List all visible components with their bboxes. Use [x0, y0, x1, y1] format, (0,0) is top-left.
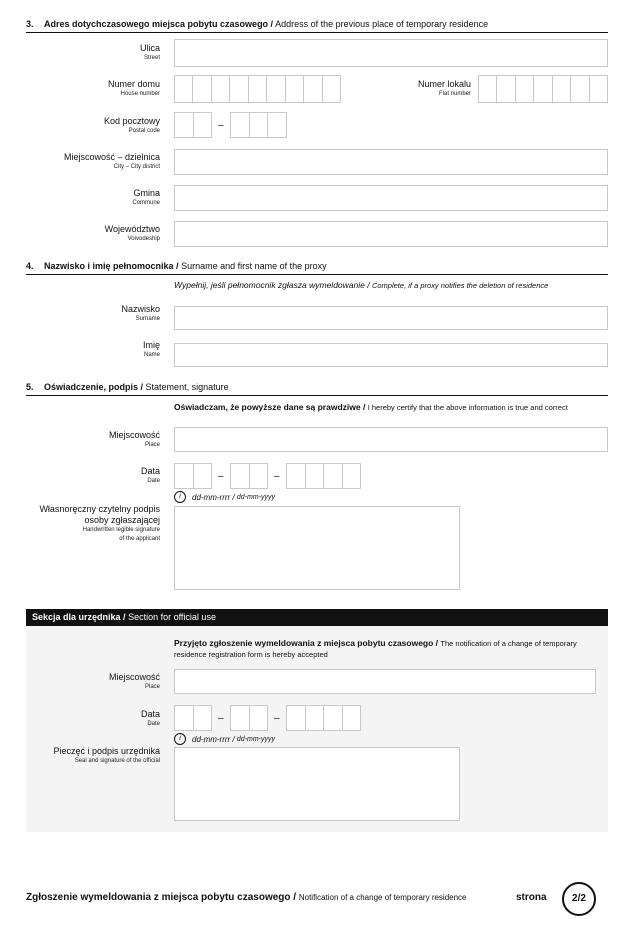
postal-code-label: Kod pocztowy Postal code	[103, 116, 160, 134]
postal-code-part2[interactable]	[230, 112, 287, 138]
signature-field[interactable]	[174, 506, 460, 590]
official-date-dash-2: –	[274, 713, 280, 724]
date-dash-1: –	[218, 471, 224, 482]
official-date-label: Data Date	[140, 709, 160, 727]
commune-field[interactable]	[174, 185, 608, 211]
commune-label: Gmina Commune	[132, 188, 160, 206]
official-date-dash-1: –	[218, 713, 224, 724]
postal-code-part1[interactable]	[174, 112, 212, 138]
official-section-header: Sekcja dla urzędnika / Section for official use	[26, 609, 608, 626]
date-year-field[interactable]	[286, 463, 361, 489]
postal-code-dash: –	[218, 120, 224, 131]
page-label: strona	[516, 892, 547, 903]
flat-number-label: Numer lokalu Flat number	[417, 79, 471, 97]
accepted-text: Przyjęto zgłoszenie wymeldowania z miejsca pobytu czasowego / The notification of a change of temporary residence registration form is hereby accepted	[174, 638, 577, 659]
street-field[interactable]	[174, 39, 608, 67]
house-number-label: Numer domu House number	[107, 79, 160, 97]
city-field[interactable]	[174, 149, 608, 175]
date-day-field[interactable]	[174, 463, 212, 489]
place-field[interactable]	[174, 427, 608, 452]
flat-number-field[interactable]	[478, 75, 608, 103]
official-date-day-field[interactable]	[174, 705, 212, 731]
seal-field[interactable]	[174, 747, 460, 821]
name-label: Imię Name	[142, 340, 160, 358]
statement-text: Oświadczam, że powyższe dane są prawdziwe / I hereby certify that the above information is true and correct	[174, 402, 568, 412]
footer-title: Zgłoszenie wymeldowania z miejsca pobytu czasowego / Notification of a change of temporary residence	[26, 892, 467, 903]
seal-label: Pieczęć i podpis urzędnika Seal and signature of the official	[53, 746, 160, 764]
voivodeship-field[interactable]	[174, 221, 608, 247]
date-label: Data Date	[140, 466, 160, 484]
official-place-field[interactable]	[174, 669, 596, 694]
street-label: Ulica Street	[139, 43, 160, 61]
date-dash-2: –	[274, 471, 280, 482]
section-5-header: 5. Oświadczenie, podpis / Statement, signature	[26, 381, 608, 396]
signature-label: Własnoręczny czytelny podpis osoby zgłaszającej Handwritten legible signature of the applicant	[39, 504, 160, 542]
section-3-header: 3. Adres dotychczasowego miejsca pobytu czasowego / Address of the previous place of temporary residence	[26, 18, 608, 33]
proxy-name-field[interactable]	[174, 343, 608, 367]
proxy-note: Wypełnij, jeśli pełnomocnik zgłasza wymeldowanie / Complete, if a proxy notifies the deletion of residence	[174, 280, 549, 290]
info-icon: i	[174, 491, 186, 503]
date-month-field[interactable]	[230, 463, 268, 489]
official-date-month-field[interactable]	[230, 705, 268, 731]
surname-label: Nazwisko Surname	[121, 304, 160, 322]
city-label: Miejscowość – dzielnica City – City district	[63, 152, 160, 170]
section-4-header: 4. Nazwisko i imię pełnomocnika / Surname and first name of the proxy	[26, 260, 608, 275]
house-number-field[interactable]	[174, 75, 341, 103]
proxy-surname-field[interactable]	[174, 306, 608, 330]
official-place-label: Miejscowość Place	[108, 672, 160, 690]
place-label: Miejscowość Place	[108, 430, 160, 448]
date-hint: i dd-mm-rrrr / dd-mm-yyyy	[174, 491, 275, 503]
page-number: 2/2	[562, 882, 596, 916]
official-date-hint: i dd-mm-rrrr / dd-mm-yyyy	[174, 733, 275, 745]
official-date-year-field[interactable]	[286, 705, 361, 731]
info-icon: i	[174, 733, 186, 745]
voivodeship-label: Województwo Voivodeship	[104, 224, 160, 242]
